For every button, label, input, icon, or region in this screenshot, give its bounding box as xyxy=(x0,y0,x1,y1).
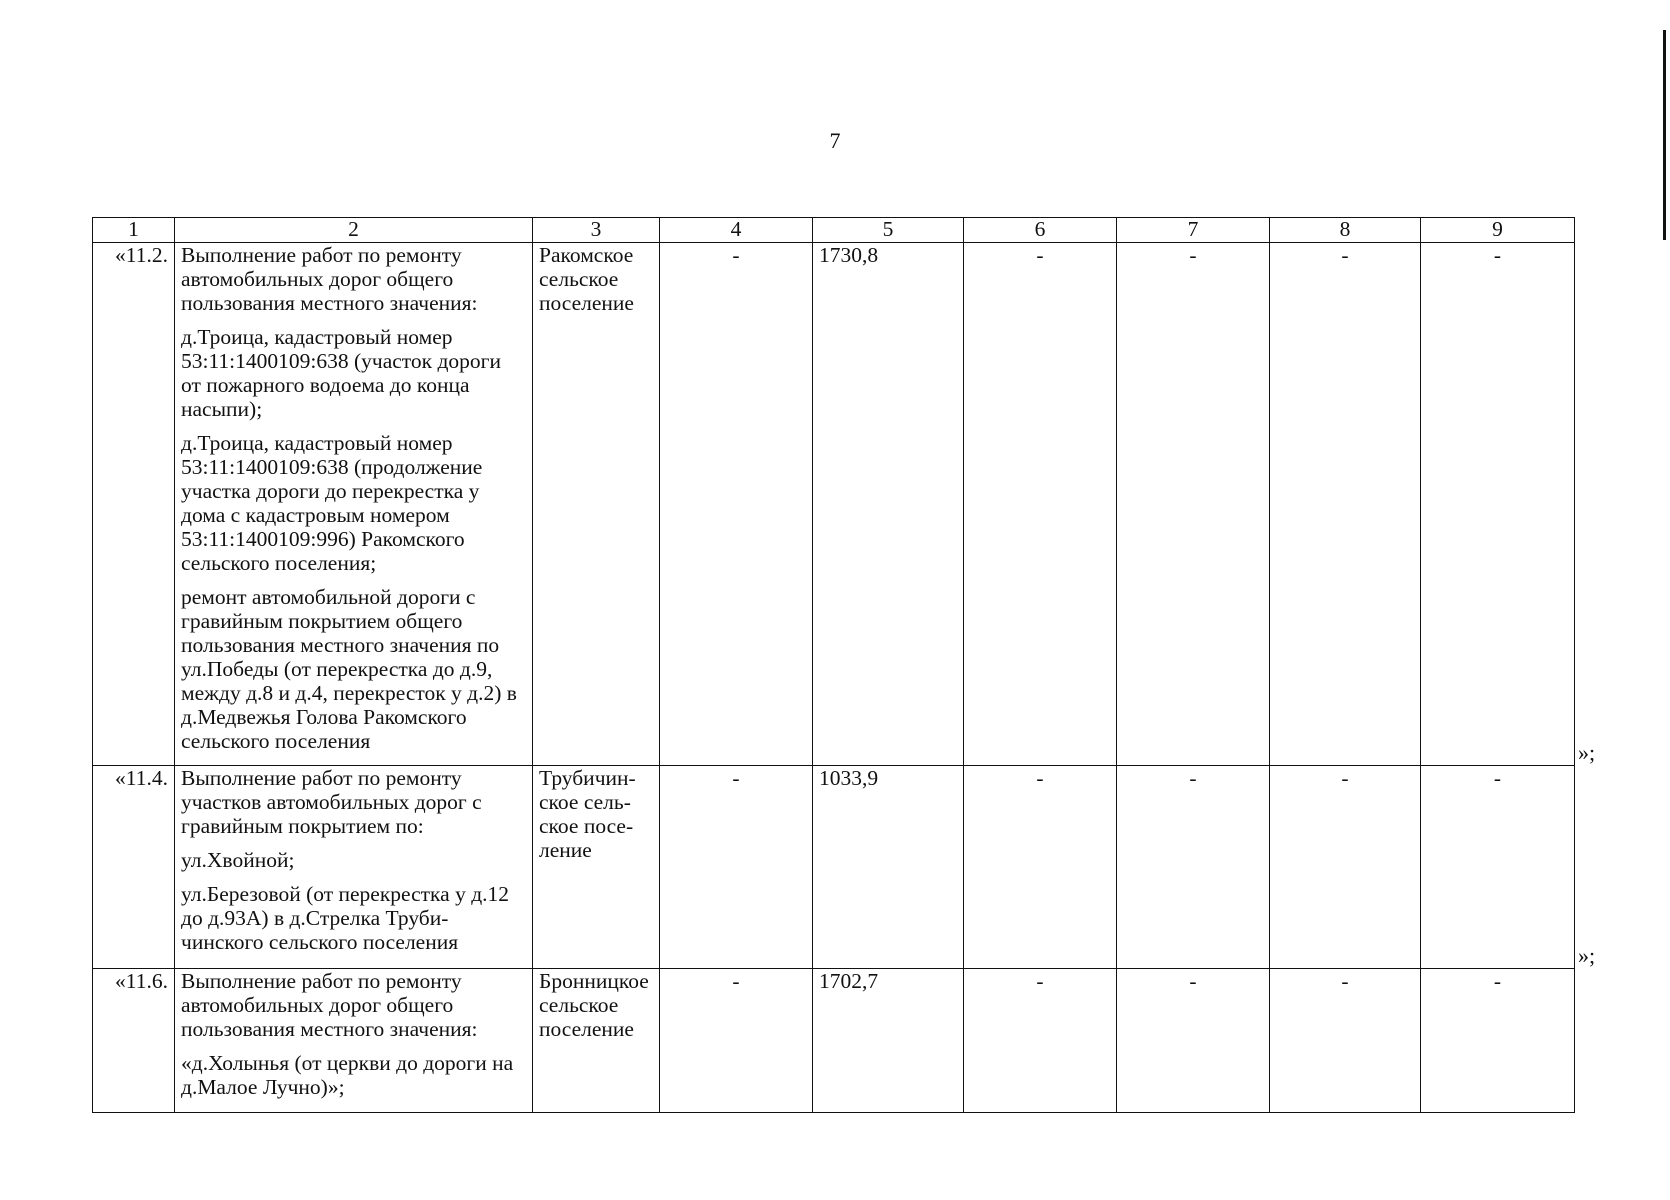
item-number: «11.6. xyxy=(93,969,175,1113)
header-col-5: 5 xyxy=(813,218,964,243)
col-9-value: - xyxy=(1421,766,1575,969)
row-closing-mark: »; xyxy=(1578,740,1596,765)
description-paragraph: д.Троица, кадастровый номер 53:11:1400109:638 (продолжение участка дороги до перекрестка у дома с кадастровым номером 53:11:1400109:996) Ракомского сельского поселения; xyxy=(181,431,483,575)
col-8-value: - xyxy=(1270,766,1421,969)
header-col-9: 9 xyxy=(1421,218,1575,243)
description-paragraph: д.Троица, кадастровый номер 53:11:1400109:638 (участок дороги от пожарного водоема до конца насыпи); xyxy=(181,325,502,421)
page-number: 7 xyxy=(829,128,841,153)
description-paragraph: Выполнение работ по ремонту участков автомобильных дорог с гравийным покрытием по: xyxy=(181,766,482,838)
header-col-2: 2 xyxy=(175,218,533,243)
item-number: «11.4. xyxy=(93,766,175,969)
item-description xyxy=(175,766,533,969)
row-closing-mark: »; xyxy=(1578,943,1596,968)
description-paragraph: Выполнение работ по ремонту автомобильных дорог общего пользования местного значения: xyxy=(181,969,478,1041)
col-8-value: - xyxy=(1270,243,1421,766)
header-col-8: 8 xyxy=(1270,218,1421,243)
col-6-value: - xyxy=(964,969,1117,1113)
description-paragraph: ремонт автомобильной дороги с гравийным покрытием общего пользования местного значения по ул.Победы (от перекрестка до д.9, между д.8 и д.4, перекресток у д.2) в д.Медвежья Голова Ракомского сельского поселения xyxy=(181,585,517,753)
item-description xyxy=(175,969,533,1113)
amount-value: 1730,8 xyxy=(813,243,964,766)
municipality: Трубичин-ское сель-ское посе-ление xyxy=(533,766,660,969)
col-4-value: - xyxy=(660,766,813,969)
table-row-11-6 xyxy=(93,969,1575,1113)
description-paragraph: «д.Холынья (от церкви до дороги на д.Малое Лучно)»; xyxy=(181,1051,514,1099)
col-9-value: - xyxy=(1421,969,1575,1113)
table-row-11-2 xyxy=(93,243,1575,766)
col-8-value: - xyxy=(1270,969,1421,1113)
header-col-6: 6 xyxy=(964,218,1117,243)
col-6-value: - xyxy=(964,766,1117,969)
budget-table xyxy=(92,217,1575,1113)
municipality: Бронницкое сельское поселение xyxy=(533,969,660,1113)
description-paragraph: Выполнение работ по ремонту автомобильных дорог общего пользования местного значения: xyxy=(181,243,478,315)
description-paragraph: ул.Хвойной; xyxy=(181,848,295,872)
header-col-3: 3 xyxy=(533,218,660,243)
item-number: «11.2. xyxy=(93,243,175,766)
header-col-4: 4 xyxy=(660,218,813,243)
col-7-value: - xyxy=(1117,969,1270,1113)
col-9-value: - xyxy=(1421,243,1575,766)
municipality: Ракомское сельское поселение xyxy=(533,243,660,766)
col-7-value: - xyxy=(1117,243,1270,766)
item-description xyxy=(175,243,533,766)
header-col-7: 7 xyxy=(1117,218,1270,243)
header-col-1: 1 xyxy=(93,218,175,243)
col-7-value: - xyxy=(1117,766,1270,969)
col-4-value: - xyxy=(660,243,813,766)
amount-value: 1033,9 xyxy=(813,766,964,969)
amount-value: 1702,7 xyxy=(813,969,964,1113)
col-6-value: - xyxy=(964,243,1117,766)
col-4-value: - xyxy=(660,969,813,1113)
header-row xyxy=(93,218,1575,243)
description-paragraph: ул.Березовой (от перекрестка у д.12 до д.93А) в д.Стрелка Труби-чинского сельского поселения xyxy=(181,882,510,954)
table-row-11-4 xyxy=(93,766,1575,969)
